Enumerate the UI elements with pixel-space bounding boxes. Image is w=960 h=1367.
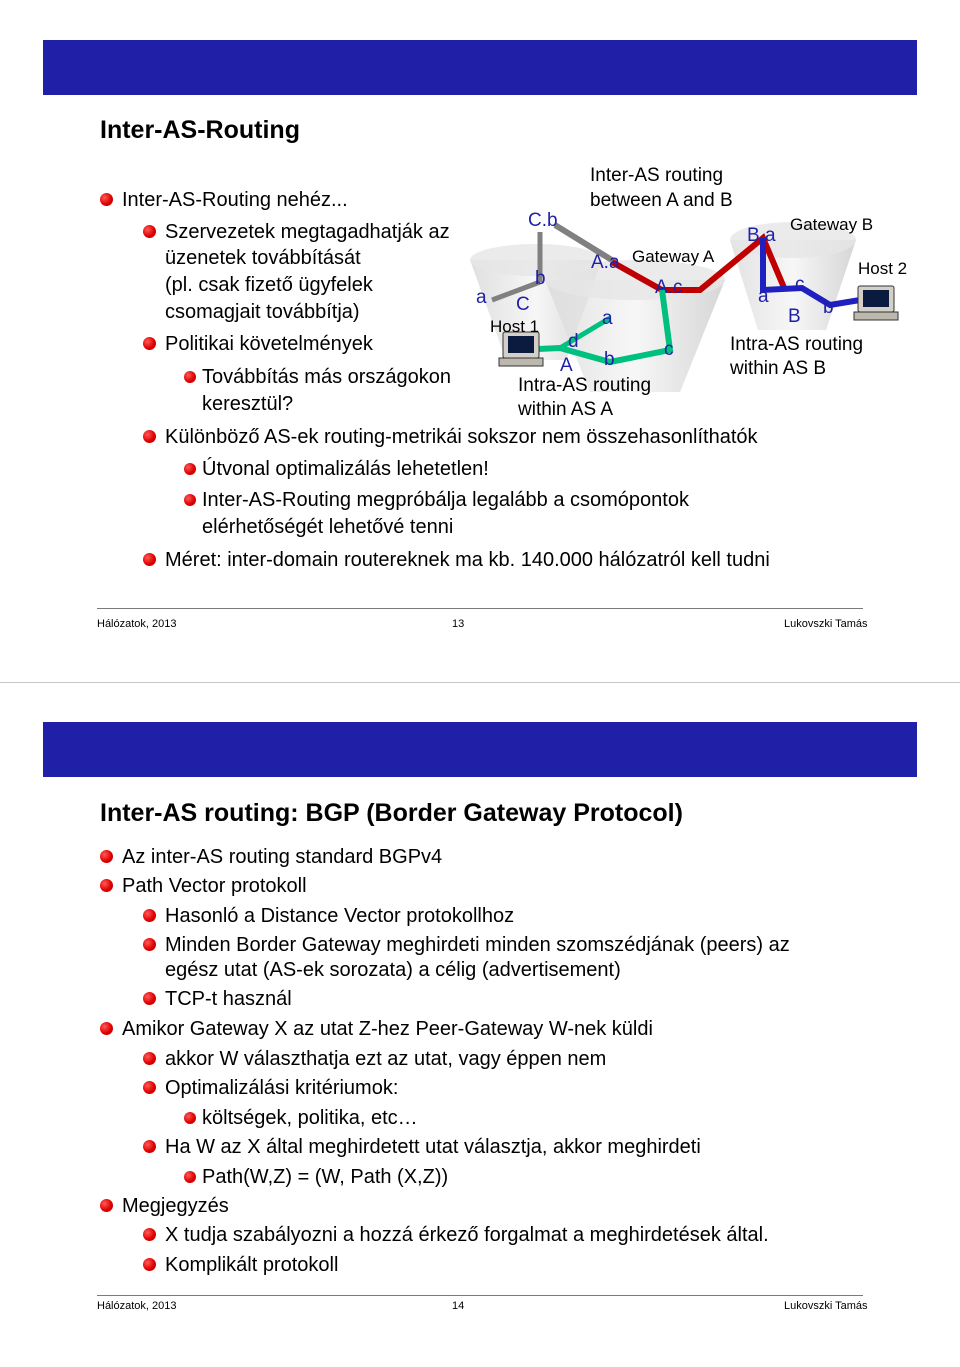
host-2-computer-icon bbox=[854, 286, 898, 320]
footer-page-number: 13 bbox=[452, 618, 465, 630]
bullet-continuation: üzenetek továbbítását bbox=[165, 247, 361, 269]
bullet-dot-icon bbox=[184, 1112, 196, 1124]
bullet-item: TCP-t használ bbox=[165, 987, 292, 1011]
footer-author: Lukovszki Tamás bbox=[784, 1300, 868, 1312]
node-c-b: c bbox=[795, 274, 805, 295]
bullet-dot-icon bbox=[143, 337, 156, 350]
bullet-item: akkor W választhatja ezt az utat, vagy éppen nem bbox=[165, 1047, 606, 1071]
node-c-mid: c bbox=[664, 339, 674, 360]
gateway-a-label: Gateway A bbox=[632, 247, 715, 266]
slide-title: Inter-AS-Routing bbox=[100, 116, 300, 144]
node-b-a: B.a bbox=[747, 225, 776, 246]
bullet-dot-icon bbox=[143, 1081, 156, 1094]
node-c-as-label: C bbox=[516, 294, 530, 315]
bullet-dot-icon bbox=[184, 463, 196, 475]
node-a-left: a bbox=[476, 287, 487, 308]
gateway-b-label: Gateway B bbox=[790, 215, 874, 234]
node-c-b: C.b bbox=[528, 210, 558, 231]
bullet-dot-icon bbox=[143, 1228, 156, 1241]
footer-divider bbox=[97, 1295, 863, 1296]
bullet-item: Komplikált protokoll bbox=[165, 1253, 338, 1277]
bullet-item: Méret: inter-domain routereknek ma kb. 140.000 hálózatról kell tudni bbox=[165, 548, 770, 572]
footer-author: Lukovszki Tamás bbox=[784, 618, 868, 630]
bullet-dot-icon bbox=[100, 879, 113, 892]
node-b-as-label: B bbox=[788, 306, 801, 327]
bullet-item: Path Vector protokoll bbox=[122, 874, 307, 898]
slide-14 bbox=[0, 683, 960, 1367]
intra-b-label-2: within AS B bbox=[730, 358, 827, 379]
node-a-a: A.a bbox=[591, 252, 620, 273]
bullet-item: Továbbítás más országokon bbox=[202, 365, 451, 389]
node-d: d bbox=[568, 331, 579, 352]
bullet-dot-icon bbox=[100, 1199, 113, 1212]
bullet-item: Inter-AS-Routing nehéz... bbox=[122, 188, 348, 212]
bullet-dot-icon bbox=[184, 371, 196, 383]
bullet-item: Szervezetek megtagadhatják az bbox=[165, 220, 450, 244]
bullet-dot-icon bbox=[100, 850, 113, 863]
slide-title: Inter-AS routing: BGP (Border Gateway Protocol) bbox=[100, 799, 683, 827]
bullet-dot-icon bbox=[143, 992, 156, 1005]
bullet-dot-icon bbox=[143, 553, 156, 566]
bullet-dot-icon bbox=[184, 1171, 196, 1183]
intra-a-label-1: Intra-AS routing bbox=[518, 375, 652, 396]
bullet-dot-icon bbox=[184, 494, 196, 506]
bullet-item: Amikor Gateway X az utat Z-hez Peer-Gateway W-nek küldi bbox=[122, 1017, 653, 1041]
bullet-continuation: (pl. csak fizető ügyfelek bbox=[165, 274, 373, 296]
bullet-dot-icon bbox=[100, 1022, 113, 1035]
bullet-dot-icon bbox=[143, 430, 156, 443]
inter-as-label-1: Inter-AS routing bbox=[590, 165, 724, 186]
bullet-item: Útvonal optimalizálás lehetetlen! bbox=[202, 457, 489, 481]
bullet-dot-icon bbox=[143, 225, 156, 238]
node-a-mid: a bbox=[602, 308, 613, 329]
bullet-continuation: csomagjait továbbítja) bbox=[165, 301, 360, 323]
node-a-b: a bbox=[758, 286, 769, 307]
footer-course: Hálózatok, 2013 bbox=[97, 618, 177, 630]
host-2-label: Host 2 bbox=[858, 259, 908, 278]
bullet-item: Hasonló a Distance Vector protokollhoz bbox=[165, 904, 514, 928]
footer-course: Hálózatok, 2013 bbox=[97, 1300, 177, 1312]
bullet-item: költségek, politika, etc… bbox=[202, 1106, 418, 1130]
bullet-dot-icon bbox=[143, 938, 156, 951]
bullet-item: Politikai követelmények bbox=[165, 332, 373, 356]
node-b-left: b bbox=[535, 268, 546, 289]
intra-a-label-2: within AS A bbox=[518, 399, 614, 420]
node-b-b: b bbox=[823, 297, 834, 318]
bullet-continuation: elérhetőségét lehetővé tenni bbox=[202, 516, 454, 538]
node-a-as-label: A bbox=[560, 355, 573, 376]
slide-13 bbox=[0, 0, 960, 682]
bullet-dot-icon bbox=[143, 909, 156, 922]
bullet-item: Az inter-AS routing standard BGPv4 bbox=[122, 845, 442, 869]
intra-b-label-1: Intra-AS routing bbox=[730, 334, 864, 355]
bullet-dot-icon bbox=[143, 1140, 156, 1153]
bullet-item: Inter-AS-Routing megpróbálja legalább a csomópontok bbox=[202, 488, 689, 512]
bullet-dot-icon bbox=[143, 1258, 156, 1271]
bullet-continuation: keresztül? bbox=[202, 393, 294, 415]
footer-page-number: 14 bbox=[452, 1300, 465, 1312]
bullet-item: Path(W,Z) = (W, Path (X,Z)) bbox=[202, 1165, 448, 1189]
host-1-computer-icon bbox=[499, 332, 543, 366]
bullet-dot-icon bbox=[100, 193, 113, 206]
bullet-item: Optimalizálási kritériumok: bbox=[165, 1076, 398, 1100]
inter-as-label-2: between A and B bbox=[590, 190, 733, 211]
node-b-mid: b bbox=[604, 349, 615, 370]
bullet-item: Megjegyzés bbox=[122, 1194, 229, 1218]
slide-header-bar bbox=[43, 722, 917, 777]
node-a-c: A.c bbox=[655, 277, 683, 298]
bullet-dot-icon bbox=[143, 1052, 156, 1065]
bullet-item: Minden Border Gateway meghirdeti minden szomszédjának (peers) az bbox=[165, 933, 790, 957]
bullet-item: X tudja szabályozni a hozzá érkező forgalmat a meghirdetések által. bbox=[165, 1223, 769, 1247]
host-1-label: Host 1 bbox=[490, 317, 540, 336]
bullet-item: Különböző AS-ek routing-metrikái sokszor nem összehasonlíthatók bbox=[165, 425, 758, 449]
bullet-item: Ha W az X által meghirdetett utat választja, akkor meghirdeti bbox=[165, 1135, 701, 1159]
bullet-continuation: egész utat (AS-ek sorozata) a célig (advertisement) bbox=[165, 959, 621, 981]
footer-divider bbox=[97, 608, 863, 609]
